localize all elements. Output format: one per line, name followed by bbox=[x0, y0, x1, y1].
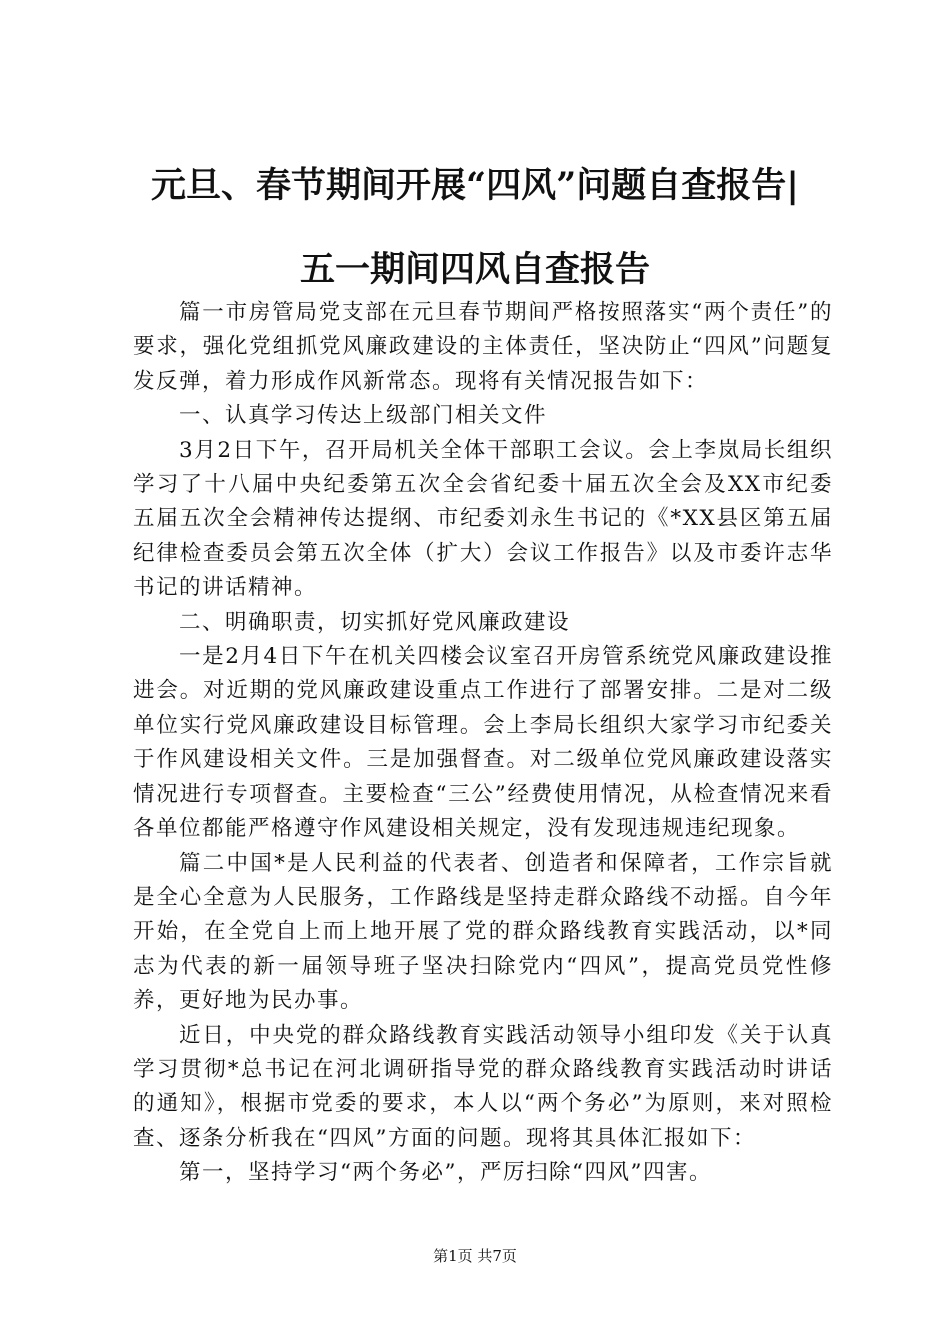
document-title-line-2: 五一期间四风自查报告 bbox=[299, 249, 650, 290]
section-heading-2: 二、明确职责，切实抓好党风廉政建设 bbox=[179, 609, 571, 635]
paragraph-meeting: 3月2日下午，召开局机关全体干部职工会议。会上李岚局长组织学习了十八届中央纪委第五次全会省纪委十届五次全会及XX市纪委五届五次全会精神传达提纲、市纪委刘永生书记的《*XX县区第五届纪律检查委员会第五次全体（扩大）会议工作报告》以及市委许志华书记的讲话精神。 bbox=[133, 437, 833, 601]
paragraph-recent: 近日，中央党的群众路线教育实践活动领导小组印发《关于认真学习贯彻*总书记在河北调研指导党的群众路线教育实践活动时讲话的通知》，根据市党委的要求，本人以“两个务必”为原则，来对照检查、逐条分析我在“四风”方面的问题。现将其具体汇报如下： bbox=[133, 1022, 833, 1151]
page-footer: 第1页 共7页 bbox=[433, 1247, 517, 1265]
paragraph-duties: 一是2月4日下午在机关四楼会议室召开房管系统党风廉政建设推进会。对近期的党风廉政建设重点工作进行了部署安排。二是对二级单位实行党风廉政建设目标管理。会上李局长组织大家学习市纪委关于作风建设相关文件。三是加强督查。对二级单位党风廉政建设落实情况进行专项督查。主要检查“三公”经费使用情况，从检查情况来看各单位都能严格遵守作风建设相关规定，没有发现违规违纪现象。 bbox=[133, 644, 833, 842]
document-title-line-1: 元旦、春节期间开展“四风”问题自查报告| bbox=[151, 165, 799, 206]
paragraph-first-point: 第一，坚持学习“两个务必”，严厉扫除“四风”四害。 bbox=[179, 1160, 712, 1186]
paragraph-intro: 篇一市房管局党支部在元旦春节期间严格按照落实“两个责任”的要求，强化党组抓党风廉政建设的主体责任，坚决防止“四风”问题复发反弹，着力形成作风新常态。现将有关情况报告如下： bbox=[133, 300, 833, 394]
section-heading-1: 一、认真学习传达上级部门相关文件 bbox=[179, 403, 548, 429]
paragraph-part-two: 篇二中国*是人民利益的代表者、创造者和保障者，工作宗旨就是全心全意为人民服务，工作路线是坚持走群众路线不动摇。自今年开始，在全党自上而上地开展了党的群众路线教育实践活动，以*同志为代表的新一届领导班子坚决扫除党内“四风”，提高党员党性修养，更好地为民办事。 bbox=[133, 850, 833, 1014]
document-body bbox=[133, 296, 833, 1191]
